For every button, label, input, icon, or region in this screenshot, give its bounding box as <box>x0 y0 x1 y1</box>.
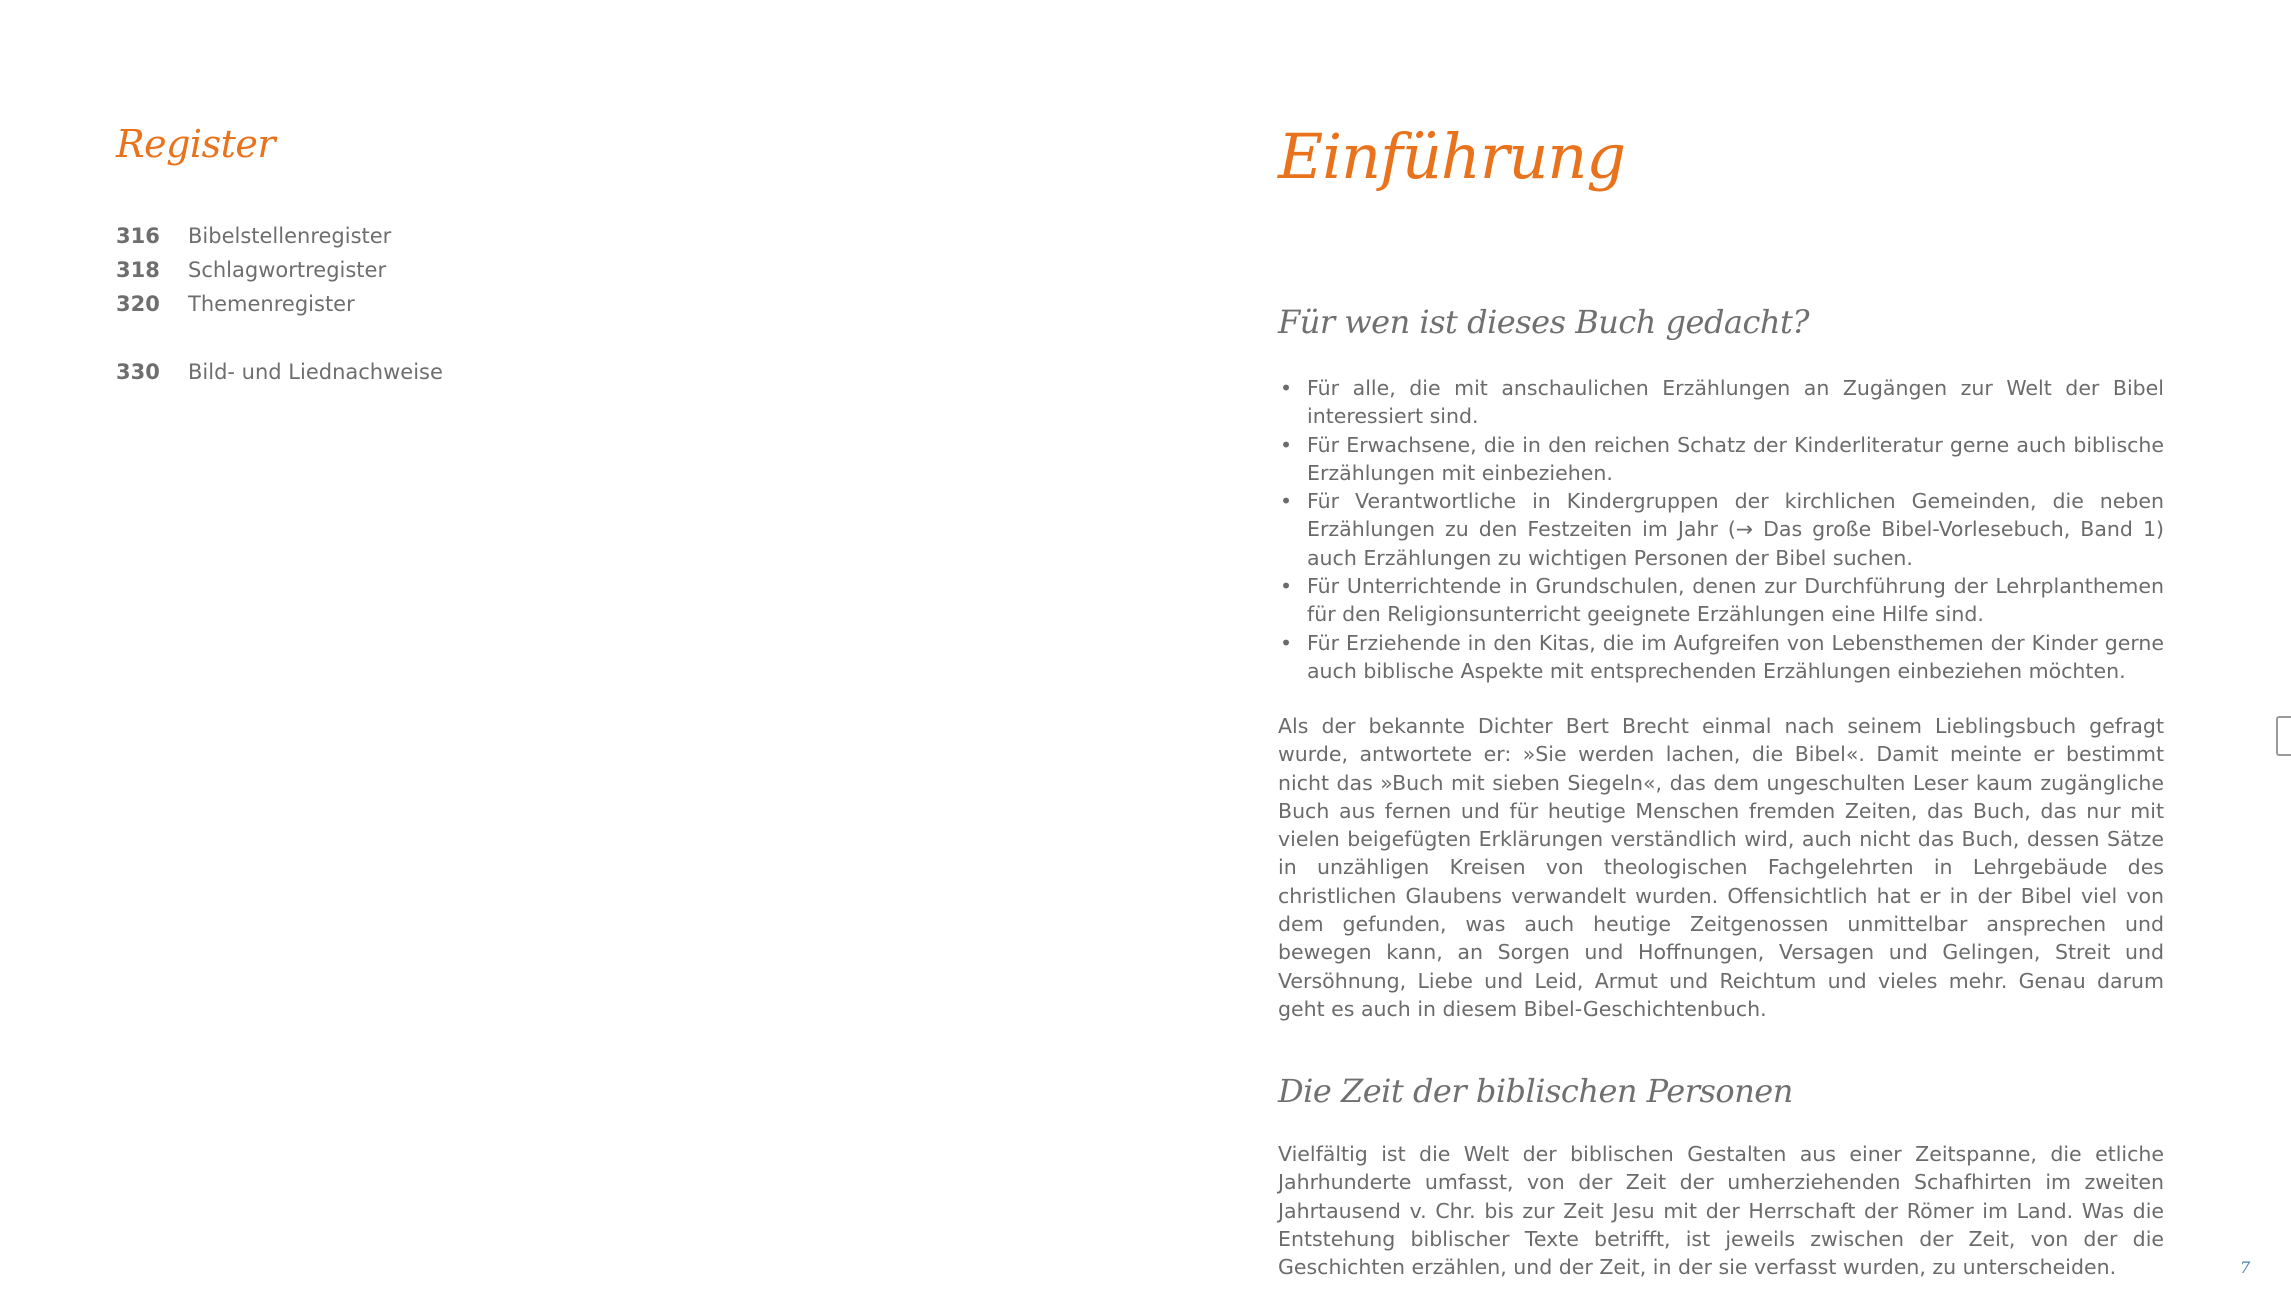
section-heading-time: Die Zeit der biblischen Personen <box>1278 1072 1793 1110</box>
register-entry <box>116 287 443 321</box>
register-entry <box>116 219 443 253</box>
register-page-number: 320 <box>116 292 160 316</box>
intro-paragraph: Als der bekannte Dichter Bert Brecht einmal nach seinem Lieblingsbuch gefragt wurde, antwortete er: »Sie werden lachen, die Bibel«. Damit meinte er bestimmt nicht das »Buch mit sieben Siegeln«, das dem ungeschulten Leser kaum zugängliche Buch aus fernen und für heutige Menschen fremden Zeiten, das Buch, das nur mit vielen beigefügten Erklärungen verständlich wird, auch nicht das Buch, dessen Sätze in unzähligen Kreisen von theologischen Fachgelehrten in Lehrgebäude des christlichen Glaubens verwandelt wurden. Offensichtlich hat er in der Bibel viel von dem gefunden, was auch heutige Zeitgenossen unmittelbar ansprechen und bewegen kann, an Sorgen und Hoffnungen, Versagen und Gelingen, Streit und Versöhnung, Liebe und Leid, Armut und Reichtum und vieles mehr. Genau darum geht es auch in diesem Bibel-Geschichtenbuch. <box>1278 714 2164 1021</box>
list-item: • Für Erziehende in den Kitas, die im Aufgreifen von Lebensthemen der Kinder gerne auch biblische Aspekte mit entsprechenden Erzählungen einbeziehen möchten. <box>1278 629 2164 686</box>
register-label: Bild- und Liednachweise <box>188 360 443 384</box>
list-item: • Für Unterrichtende in Grundschulen, denen zur Durchführung der Lehrplanthemen für den Religionsunterricht geeignete Erzählungen eine Hilfe sind. <box>1278 572 2164 629</box>
register-list <box>116 219 443 389</box>
register-page-number: 330 <box>116 360 160 384</box>
section-heading-audience: Für wen ist dieses Buch gedacht? <box>1278 303 1810 341</box>
left-page <box>0 0 1145 1309</box>
list-item: • Für alle, die mit anschaulichen Erzählungen an Zugängen zur Welt der Bibel interessiert sind. <box>1278 374 2164 431</box>
register-entry <box>116 355 443 389</box>
list-item: • Für Verantwortliche in Kindergruppen der kirchlichen Gemeinden, die neben Erzählungen zu den Festzeiten im Jahr (→ Das große Bibel-Vorlesebuch, Band 1) auch Erzählungen zu wichtigen Personen der Bibel suchen. <box>1278 487 2164 572</box>
page-title: Einführung <box>1278 120 1626 193</box>
register-title: Register <box>116 122 276 166</box>
register-page-number: 318 <box>116 258 160 282</box>
list-item: • Für Erwachsene, die in den reichen Schatz der Kinderliteratur gerne auch biblische Erzählungen mit einbeziehen. <box>1278 431 2164 488</box>
page-number: 7 <box>2240 1258 2251 1277</box>
register-label: Bibelstellenregister <box>188 224 392 248</box>
bookmark-tab-icon <box>2276 716 2291 756</box>
register-page-number: 316 <box>116 224 160 248</box>
register-label: Themenregister <box>188 292 355 316</box>
audience-list <box>1278 374 2164 685</box>
register-label: Schlagwortregister <box>188 258 387 282</box>
register-entry <box>116 253 443 287</box>
time-paragraph: Vielfältig ist die Welt der biblischen Gestalten aus einer Zeitspanne, die etliche Jahrhunderte umfasst, von der Zeit der umherziehenden Schafhirten im zweiten Jahrtausend v. Chr. bis zur Zeit Jesu mit der Herrschaft der Römer im Land. Was die Entstehung biblischer Texte betrifft, ist jeweils zwischen der Zeit, von der die Geschichten erzählen, und der Zeit, in der sie verfasst wurden, zu unterscheiden. <box>1278 1142 2164 1280</box>
